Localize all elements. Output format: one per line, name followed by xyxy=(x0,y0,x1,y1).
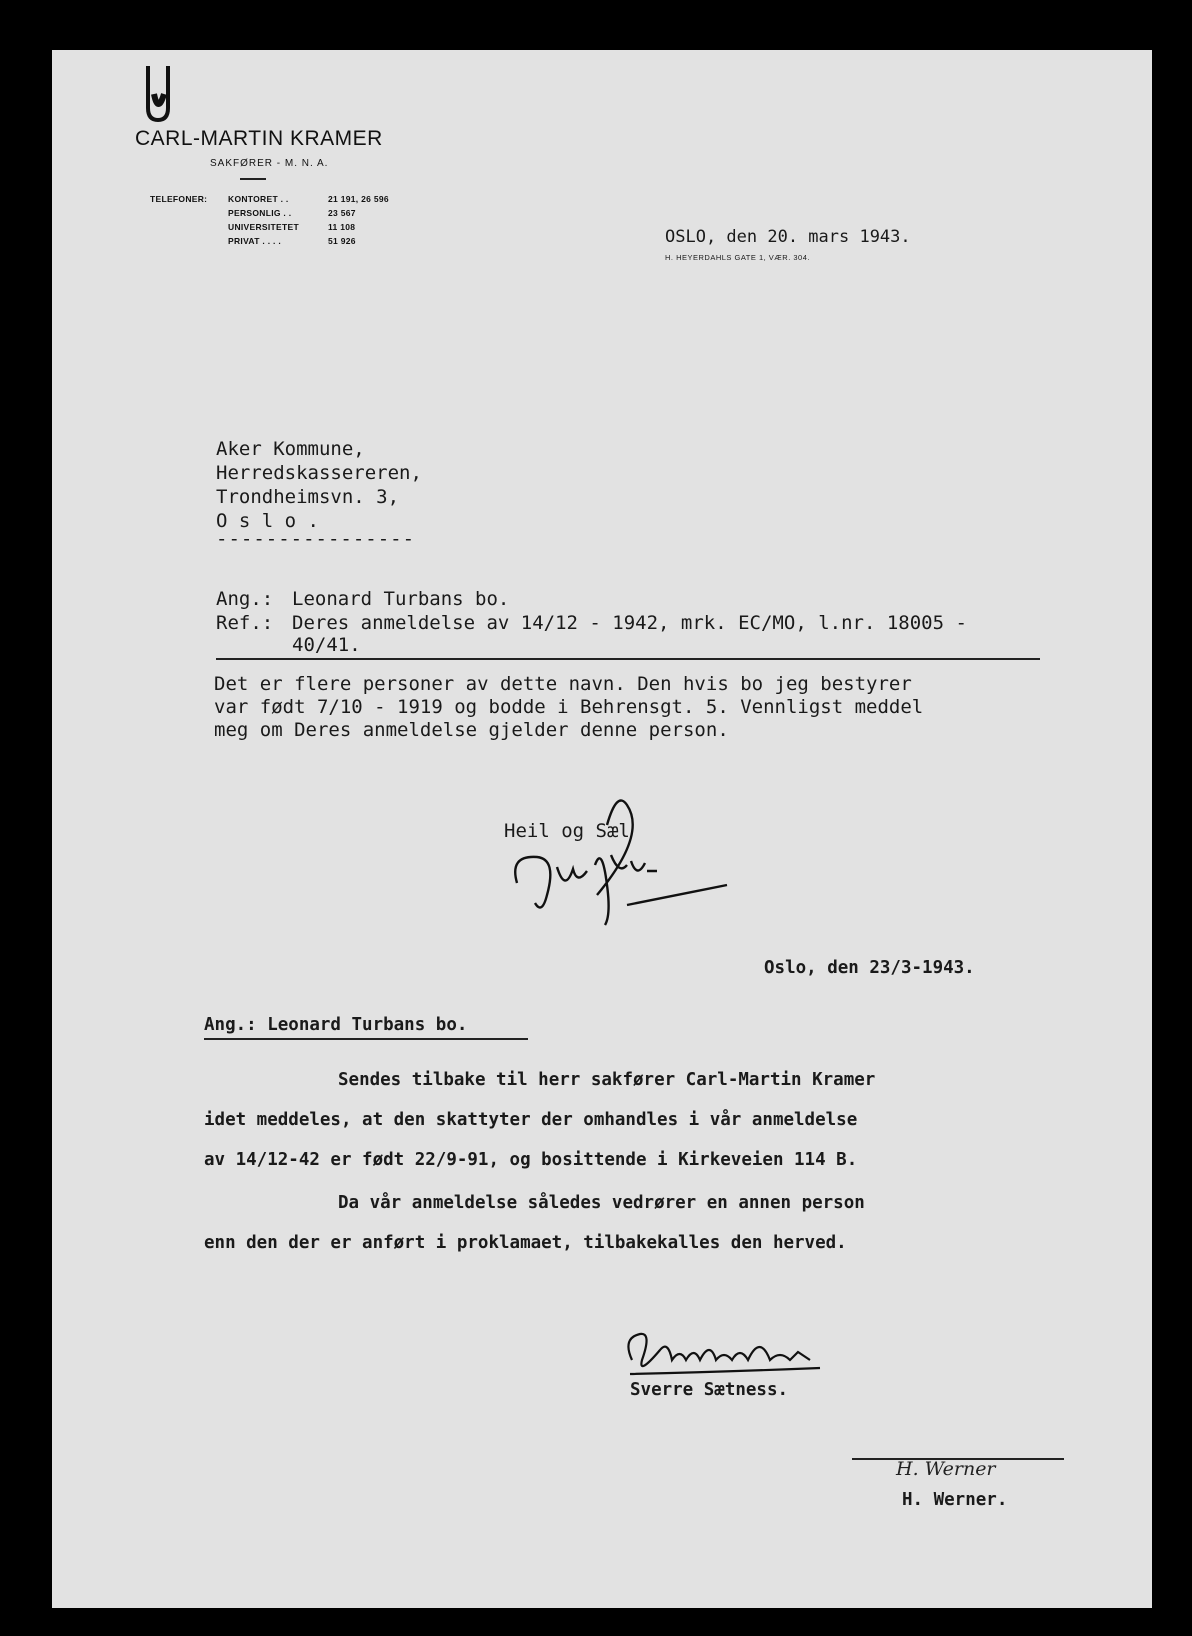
ang-text: Leonard Turbans bo. xyxy=(292,588,510,610)
ang-label: Ang.: xyxy=(216,588,274,610)
recipient-line: Aker Kommune, xyxy=(216,438,365,460)
recipient-line: Herredskassereren, xyxy=(216,462,422,484)
ref-label: Ref.: xyxy=(216,612,274,634)
reply-line: enn den der er anført i proklamaet, tilbakekalles den herved. xyxy=(204,1233,847,1253)
reply-line: idet meddeles, at den skattyter der omhandles i vår anmeldelse xyxy=(204,1110,858,1130)
reply-date: Oslo, den 23/3-1943. xyxy=(764,958,975,978)
reply-signatory: Sverre Sætness. xyxy=(630,1380,789,1400)
phone-label: KONTORET . . xyxy=(228,194,289,204)
body-line: Det er flere personer av dette navn. Den hvis bo jeg bestyrer xyxy=(214,673,912,695)
recipient-separator: ---------------- xyxy=(216,528,416,550)
letterhead-address: H. HEYERDAHLS GATE 1, VÆR. 304. xyxy=(665,253,810,262)
phones-label: TELEFONER: xyxy=(150,194,208,204)
reply-line: av 14/12-42 er født 22/9-91, og bosittende i Kirkeveien 114 B. xyxy=(204,1150,858,1170)
phone-label: UNIVERSITETET xyxy=(228,222,299,232)
reply-subject-underline xyxy=(204,1038,528,1040)
closing-salutation: Heil og Sæl xyxy=(504,820,630,842)
letterhead-name: CARL-MARTIN KRAMER xyxy=(135,127,383,150)
body-line: var født 7/10 - 1919 og bodde i Behrensgt. 5. Vennligst meddel xyxy=(214,696,924,718)
reply-subject: Ang.: Leonard Turbans bo. xyxy=(204,1015,468,1035)
phone-value: 11 108 xyxy=(328,222,356,232)
phone-value: 51 926 xyxy=(328,236,356,246)
letterhead-divider xyxy=(240,178,266,180)
phone-label: PERSONLIG . . xyxy=(228,208,292,218)
reference-underline xyxy=(216,658,1040,660)
countersign-name: H. Werner. xyxy=(902,1490,1008,1510)
reply-line: Sendes tilbake til herr sakfører Carl-Martin Kramer xyxy=(338,1070,876,1090)
ref-text: Deres anmeldelse av 14/12 - 1942, mrk. EC/MO, l.nr. 18005 - xyxy=(292,612,967,634)
phone-value: 23 567 xyxy=(328,208,356,218)
letterhead-subtitle: SAKFØRER - M. N. A. xyxy=(210,158,329,169)
phone-value: 21 191, 26 596 xyxy=(328,194,389,204)
body-line: meg om Deres anmeldelse gjelder denne person. xyxy=(214,719,729,741)
recipient-line: O s l o . xyxy=(216,510,319,532)
letter-date: OSLO, den 20. mars 1943. xyxy=(665,227,911,247)
countersign-handwritten: H. Werner xyxy=(896,1458,996,1480)
phone-label: PRIVAT . . . . xyxy=(228,236,282,246)
paper-clip-mark xyxy=(140,64,176,124)
handwritten-signature xyxy=(507,785,737,935)
recipient-line: Trondheimsvn. 3, xyxy=(216,486,400,508)
ref-continuation: 40/41. xyxy=(292,634,361,656)
letter-page xyxy=(52,50,1152,1608)
reply-line: Da vår anmeldelse således vedrører en annen person xyxy=(338,1193,865,1213)
